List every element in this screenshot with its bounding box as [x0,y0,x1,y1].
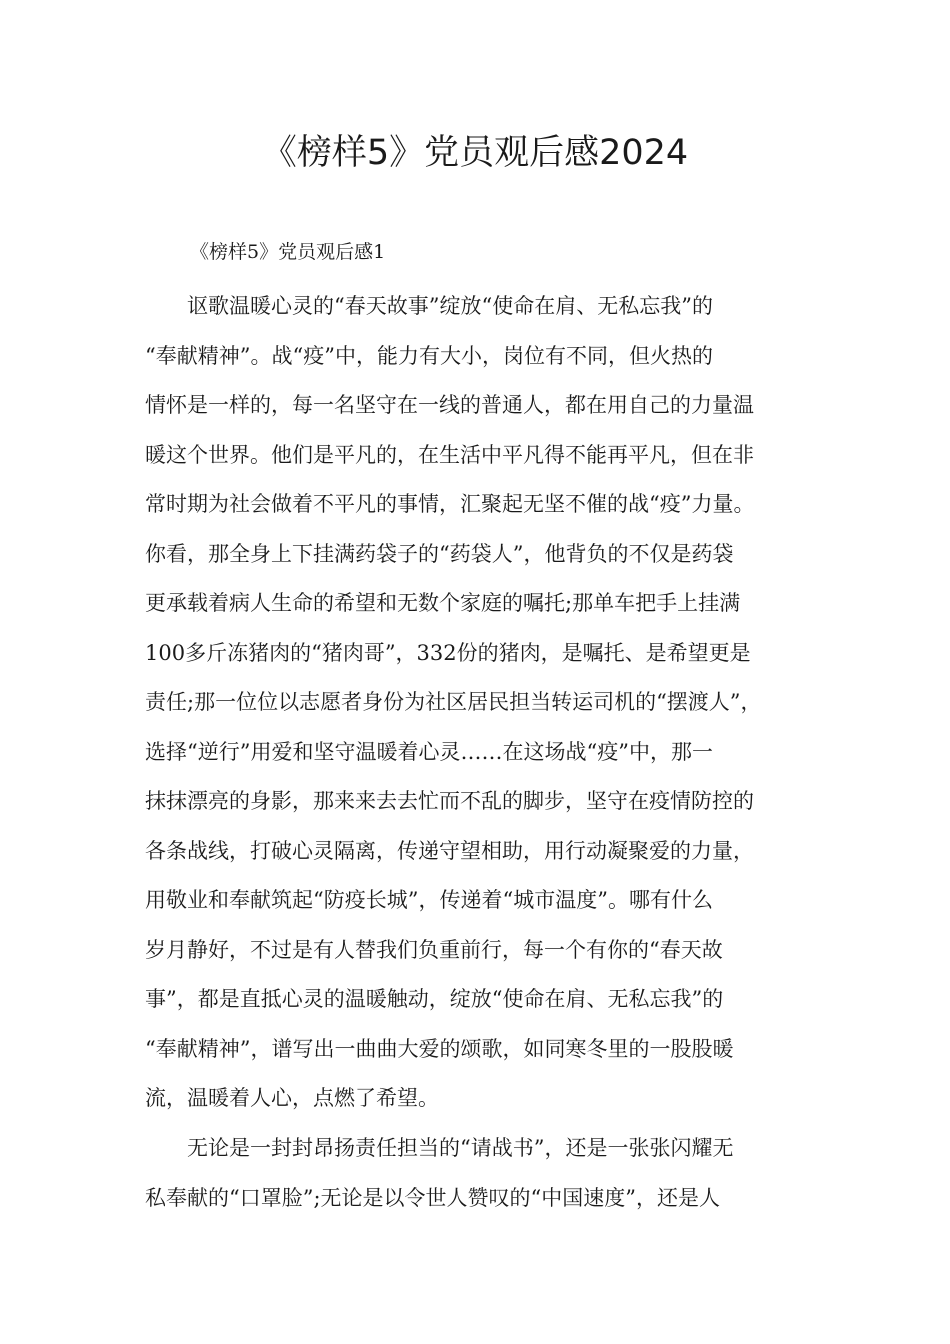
text-line: 更承载着病人生命的希望和无数个家庭的嘱托;那单车把手上挂满 [145,591,741,615]
text-line: 无论是一封封昂扬责任担当的“请战书”，还是一张张闪耀无 [145,1136,734,1160]
document-title: 《榜样5》党员观后感2024 [261,133,689,173]
text-line: 用敬业和奉献筑起“防疫长城”，传递着“城市温度”。哪有什么 [145,888,713,912]
text-line: 各条战线，打破心灵隔离，传递守望相助，用行动凝聚爱的力量， [145,838,754,863]
text-line: 责任;那一位位以志愿者身份为社区居民担当转运司机的“摆渡人”， [145,690,762,714]
section-heading: 《榜样5》党员观后感1 [190,241,386,263]
text-line: 抹抹漂亮的身影，那来来去去忙而不乱的脚步，坚守在疫情防控的 [145,789,754,813]
text-line: 暖这个世界。他们是平凡的，在生活中平凡得不能再平凡，但在非 [145,442,754,467]
text-line: 100多斤冻猪肉的“猪肉哥”，332份的猪肉，是嘱托、是希望更是 [145,640,751,665]
paragraph-1 [145,282,825,1124]
text-line: 选择“逆行”用爱和坚守温暖着心灵……在这场战“疫”中，那一 [145,739,713,764]
text-line: “奉献精神”，谱写出一曲曲大爱的颂歌，如同寒冬里的一股股暖 [145,1036,734,1061]
text-line: 私奉献的“口罩脸”;无论是以令世人赞叹的“中国速度”，还是人 [145,1185,721,1210]
text-line: “奉献精神”。战“疫”中，能力有大小，岗位有不同，但火热的 [145,343,713,368]
text-line: 流，温暖着人心，点燃了希望。 [145,1086,439,1110]
text-line: 讴歌温暖心灵的“春天故事”绽放“使命在肩、无私忘我”的 [145,294,713,318]
text-line: 事”，都是直抵心灵的温暖触动，绽放“使命在肩、无私忘我”的 [145,987,724,1011]
text-line: 常时期为社会做着不平凡的事情，汇聚起无坚不催的战“疫”力量。 [145,492,755,516]
text-line: 情怀是一样的，每一名坚守在一线的普通人，都在用自己的力量温 [145,393,754,417]
paragraph-2 [145,1124,825,1223]
text-line: 岁月静好，不过是有人替我们负重前行，每一个有你的“春天故 [145,937,723,962]
text-line: 你看，那全身上下挂满药袋子的“药袋人”，他背负的不仅是药袋 [145,541,734,566]
